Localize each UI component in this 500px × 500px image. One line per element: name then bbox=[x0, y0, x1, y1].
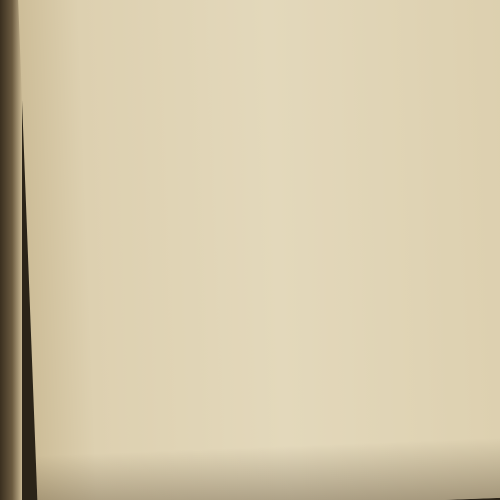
facing-page-edge bbox=[0, 0, 22, 500]
page-text bbox=[46, 0, 500, 69]
page-shadow bbox=[36, 436, 500, 500]
section-heading bbox=[47, 0, 500, 51]
book-page bbox=[18, 0, 500, 500]
paragraph-bottom bbox=[49, 52, 500, 69]
